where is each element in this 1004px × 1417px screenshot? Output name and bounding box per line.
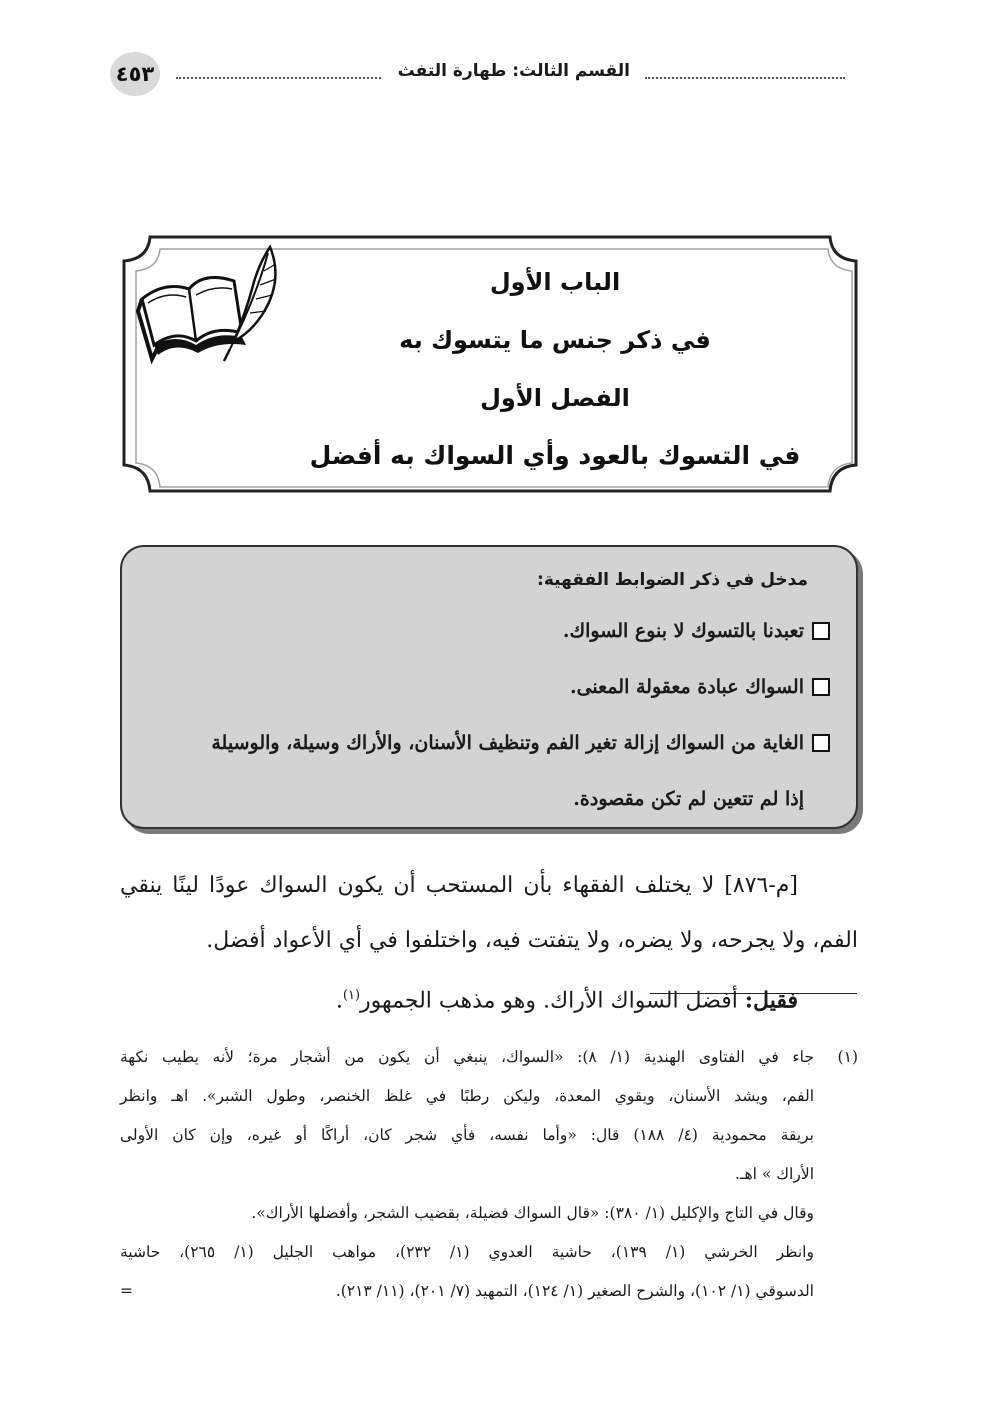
footnote-ref[interactable]: (١) — [342, 988, 361, 1003]
body-line-3 — [120, 968, 858, 1023]
body-line-1: [م-٨٧٦] لا يختلف الفقهاء بأن المستحب أن يكون السواك عودًا لينًا ينقي — [120, 873, 798, 898]
continuation-mark: = — [120, 1282, 133, 1300]
rule-item — [142, 603, 830, 659]
footnotes — [120, 1038, 858, 1311]
book-and-quill-icon — [134, 241, 279, 366]
footnote-line: الدسوقي (١/ ١٠٢)، والشرح الصغير (١/ ١٢٤)، التمهيد (٧/ ٢٠١)، (١١/ ٢١٣). — [335, 1282, 814, 1300]
rule-item — [142, 715, 830, 827]
rule-text: تعبدنا بالتسوك لا بنوع السواك. — [562, 620, 804, 642]
fasl-title: الفصل الأول — [480, 384, 630, 412]
body-line-3-end: . — [335, 988, 343, 1014]
body-line-2: الفم، ولا يجرحه، ولا يضره، ولا يتفتت فيه، واختلفوا في أي الأعواد أفضل. — [206, 928, 858, 953]
rules-heading: مدخل في ذكر الضوابط الفقهية: — [537, 570, 808, 590]
page-number: ٤٥٣ — [110, 52, 160, 96]
footnote-number: (١) — [837, 1048, 858, 1066]
header-dots-right — [645, 77, 845, 79]
bab-subject: في ذكر جنس ما يتسوك به — [399, 326, 711, 354]
fiqh-rules-box — [120, 545, 858, 829]
chapter-titles — [270, 253, 840, 485]
checkbox-square-icon — [812, 622, 830, 640]
chapter-title-frame — [120, 233, 860, 495]
bab-title: الباب الأول — [489, 268, 621, 296]
header-dots-left — [176, 77, 381, 79]
footnote-line: وانظر الخرشي (١/ ١٣٩)، حاشية العدوي (١/ ٢٣٢)، مواهب الجليل (١/ ٢٦٥)، حاشية — [120, 1243, 814, 1261]
body-text — [120, 858, 858, 1023]
rule-text: السواك عبادة معقولة المعنى. — [569, 676, 804, 698]
body-line-3-text: أفضل السواك الأراك. وهو مذهب الجمهور — [360, 988, 745, 1014]
footnote-line: بريقة محمودية (٤/ ١٨٨) قال: «وأما نفسه، فأي شجر كان، أراكًا أو غيره، وإن كان الأولى — [120, 1126, 814, 1144]
footnote-line: الفم، ويشد الأسنان، ويقوي المعدة، وليكن رطبًا في غلظ الخنصر، وطول الشبر». اهـ وانظر — [120, 1087, 815, 1105]
footnote-line: الأراك » اهـ. — [735, 1165, 814, 1183]
rule-item — [142, 659, 830, 715]
qila-label: فقيل: — [744, 987, 798, 1014]
running-header — [110, 52, 845, 96]
checkbox-square-icon — [812, 734, 830, 752]
footnote-separator — [650, 993, 857, 994]
fasl-subject: في التسوك بالعود وأي السواك به أفضل — [309, 441, 801, 470]
rule-text: الغاية من السواك إزالة تغير الفم وتنظيف الأسنان، والأراك وسيلة، والوسيلة — [211, 732, 804, 754]
footnote-line: جاء في الفتاوى الهندية (١/ ٨): «السواك، ينبغي أن يكون من أشجار مرة؛ لأنه يطيب نكهة — [120, 1048, 814, 1066]
section-title: القسم الثالث: طهارة التفث — [397, 61, 630, 81]
rule-text-continued: إذا لم تتعين لم تكن مقصودة. — [573, 788, 804, 810]
footnote-line: وقال في التاج والإكليل (١/ ٣٨٠): «قال السواك فضيلة، بقضيب الشجر، وأفضلها الأراك». — [251, 1204, 814, 1222]
checkbox-square-icon — [812, 678, 830, 696]
